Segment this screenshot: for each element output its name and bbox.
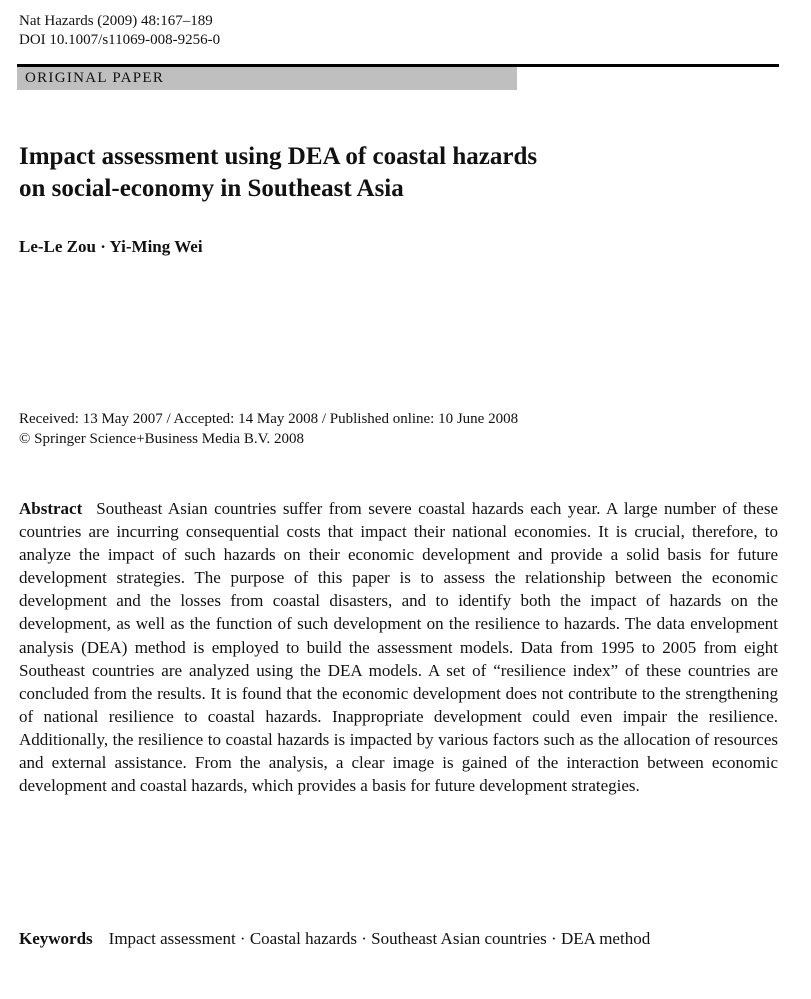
paper-title bbox=[19, 141, 779, 205]
keywords bbox=[19, 926, 778, 951]
publication-dates: Received: 13 May 2007 / Accepted: 14 May 2008 / Published online: 10 June 2008 bbox=[19, 411, 519, 427]
article-type-banner: ORIGINAL PAPER bbox=[17, 67, 517, 90]
title-line-1: Impact assessment using DEA of coastal hazards bbox=[19, 143, 538, 170]
journal-reference: Nat Hazards (2009) 48:167–189 bbox=[19, 13, 213, 29]
copyright-notice: © Springer Science+Business Media B.V. 2008 bbox=[19, 431, 304, 447]
keywords-text: Impact assessment · Coastal hazards · Southeast Asian countries · DEA method bbox=[108, 929, 651, 948]
abstract-label: Abstract bbox=[19, 499, 83, 518]
keywords-label: Keywords bbox=[19, 929, 93, 948]
authors: Le-Le Zou · Yi-Ming Wei bbox=[19, 237, 203, 256]
abstract-text: Southeast Asian countries suffer from severe coastal hazards each year. A large number of these countries are incurring consequential costs that impact their national economies. It is crucial, therefore, to analyze the impact of such hazards on their economic development and provide a solid basis for future development strategies. The purpose of this paper is to assess the relationship between the economic development and the losses from coastal disasters, and to identify both the impact of hazards on the development, as well as the function of such development on the resilience to hazards. The data envelopment analysis (DEA) method is employed to build the assessment models. Data from 1995 to 2005 from eight Southeast countries are analyzed using the DEA models. A set of “resilience index” of these countries are concluded from the results. It is found that the economic development does not contribute to the strengthening of national resilience to coastal hazards. Inappropriate development could even impair the resilience. Additionally, the resilience to coastal hazards is impacted by various factors such as the allocation of resources and external assistance. From the analysis, a clear image is gained of the interaction between economic development and coastal hazards, which provides a basis for future development strategies. bbox=[19, 499, 778, 796]
abstract bbox=[19, 497, 778, 797]
doi-line: DOI 10.1007/s11069-008-9256-0 bbox=[19, 32, 221, 48]
title-line-2: on social-economy in Southeast Asia bbox=[19, 175, 404, 202]
